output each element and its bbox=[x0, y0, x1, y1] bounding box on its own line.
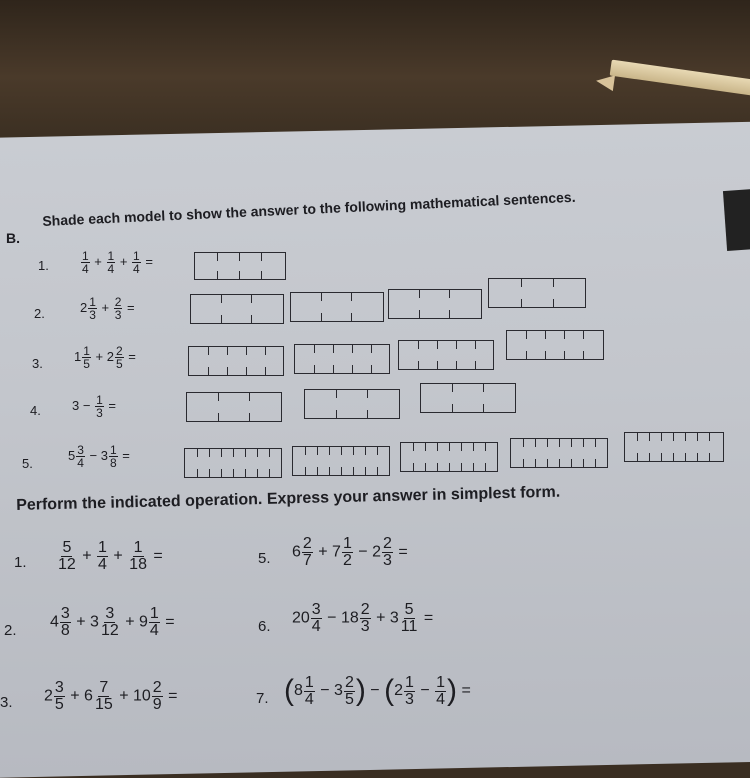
fraction-model[interactable] bbox=[510, 438, 608, 468]
problem-6: 20 $\frac{3}{4}$ − 18 $\frac{2}{3}$ + 3 $\frac{5}{11}$ = bbox=[292, 601, 434, 635]
fraction-model[interactable] bbox=[188, 346, 284, 376]
fraction-model[interactable] bbox=[420, 383, 516, 413]
problem-5: 6 $\frac{2}{7}$ + 7 $\frac{1}{2}$ − 2 $\frac{2}{3}$ = bbox=[292, 535, 408, 569]
item-number: 3. bbox=[32, 356, 43, 371]
section-letter: B. bbox=[6, 230, 20, 246]
fraction-model[interactable] bbox=[190, 294, 284, 324]
equation-2: 2 $\frac{1}{3}$ + $\frac{2}{3}$ = bbox=[80, 295, 135, 322]
item-number: 2. bbox=[34, 306, 45, 321]
problem-number: 6. bbox=[258, 618, 271, 635]
problem-3: 2 $\frac{3}{5}$ + 6 $\frac{7}{15}$ + 10 $\frac{2}{9}$ = bbox=[44, 679, 178, 713]
problem-number: 7. bbox=[256, 690, 269, 707]
problem-7: (8 $\frac{1}{4}$ − 3 $\frac{2}{5}$ ) − (2 $\frac{1}{3}$ − $\frac{1}{4}$ ) = bbox=[284, 673, 471, 708]
fraction-model[interactable] bbox=[292, 446, 390, 476]
fraction-model[interactable] bbox=[290, 292, 384, 322]
paper-edge bbox=[723, 189, 750, 251]
equation-3: 1 $\frac{1}{5}$ + 2 $\frac{2}{5}$ = bbox=[74, 344, 136, 371]
fraction-model[interactable] bbox=[400, 442, 498, 472]
problem-number: 3. bbox=[0, 694, 13, 711]
item-number: 4. bbox=[30, 403, 41, 418]
fraction-model[interactable] bbox=[194, 252, 286, 280]
problem-number: 1. bbox=[14, 554, 27, 571]
fraction-model[interactable] bbox=[624, 432, 724, 462]
problem-number: 2. bbox=[4, 622, 17, 639]
problem-number: 5. bbox=[258, 550, 271, 567]
equation-5: 5 $\frac{3}{4}$ − 3 $\frac{1}{8}$ = bbox=[68, 443, 130, 470]
fraction-model[interactable] bbox=[186, 392, 282, 422]
item-number: 1. bbox=[38, 258, 49, 273]
perform-instruction: Perform the indicated operation. Express your answer in simplest form. bbox=[16, 483, 561, 514]
section-instruction: Shade each model to show the answer to the following mathematical sentences. bbox=[42, 188, 576, 229]
fraction-model[interactable] bbox=[488, 278, 586, 308]
item-number: 5. bbox=[22, 456, 33, 471]
fraction-model[interactable] bbox=[294, 344, 390, 374]
fraction-model[interactable] bbox=[388, 289, 482, 319]
equation-1: $\frac{1}{4}$ + $\frac{1}{4}$ + $\frac{1}{4}$ = bbox=[82, 249, 153, 276]
fraction-model[interactable] bbox=[506, 330, 604, 360]
problem-1: $\frac{5}{12}$ + $\frac{1}{4}$ + $\frac{1}{18}$ = bbox=[58, 539, 163, 573]
fraction-model[interactable] bbox=[304, 389, 400, 419]
fraction-model[interactable] bbox=[398, 340, 494, 370]
problem-2: 4 $\frac{3}{8}$ + 3 $\frac{3}{12}$ + 9 $\frac{1}{4}$ = bbox=[50, 605, 175, 639]
fraction-model[interactable] bbox=[184, 448, 282, 478]
equation-4: 3 − $\frac{1}{3}$ = bbox=[72, 393, 116, 420]
